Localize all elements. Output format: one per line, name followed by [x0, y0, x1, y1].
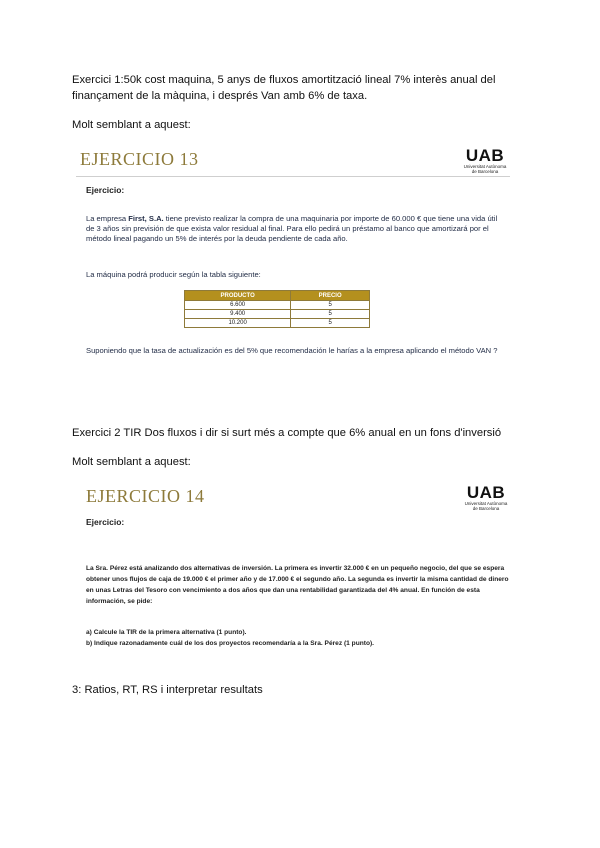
exercise-3-text: 3: Ratios, RT, RS i interpretar resultats — [72, 684, 263, 696]
table-row: 9.400 5 — [185, 310, 370, 319]
exercise-13-image — [72, 145, 512, 381]
table-row: 10.200 5 — [185, 319, 370, 328]
exercise-1-similar-label: Molt semblant a aquest: — [72, 119, 191, 131]
production-table — [184, 290, 370, 328]
exercise-14-title: EJERCICIO 14 — [86, 486, 205, 506]
table-intro: La máquina podrá producir según la tabla siguiente: — [86, 270, 261, 279]
title-divider — [76, 176, 510, 177]
exercise-13-title: EJERCICIO 13 — [80, 149, 199, 169]
exercise-2-similar-label: Molt semblant a aquest: — [72, 456, 191, 468]
table-header: PRECIO — [291, 291, 370, 301]
exercise-14-item-a: a) Calcule la TIR de la primera alternativa (1 punto). — [86, 629, 247, 636]
uab-logo: UAB Universitat Autònoma de Barcelona — [464, 483, 508, 511]
exercise-13-paragraph: La empresa First, S.A. tiene previsto realizar la compra de una maquinaria por importe de 60.000 € que tiene una vida útil de 3 años sin previsión de que exista valor residual al final. Para ello pedirá un préstamo al banco que amortizará por el método lineal pagando un 5% de interés por la deuda pendiente de cada año. — [86, 214, 498, 243]
exercise-2-text: Exercici 2 TIR Dos fluxos i dir si surt més a compte que 6% anual en un fons d'inversió — [72, 427, 502, 439]
table-row: 6.600 5 — [185, 301, 370, 310]
table-header: PRODUCTO — [185, 291, 291, 301]
exercise-14-image — [72, 480, 518, 658]
company-name: First, S.A. — [128, 214, 164, 223]
exercise-label: Ejercicio: — [86, 185, 125, 195]
uab-logo: UAB Universitat Autònoma de Barcelona — [463, 146, 507, 174]
exercise-1-text: Exercici 1:50k cost maquina, 5 anys de fluxos amortització lineal 7% interès anual del finançament de la màquina, i després Van amb 6% de taxa. — [72, 74, 496, 102]
exercise-14-item-b: b) Indique razonadamente cuál de los dos proyectos recomendaría a la Sra. Pérez (1 punto). — [86, 640, 375, 647]
exercise-13-question: Suponiendo que la tasa de actualización es del 5% que recomendación le harías a la empresa aplicando el método VAN ? — [86, 346, 498, 355]
exercise-14-paragraph: La Sra. Pérez está analizando dos alternativas de inversión. La primera es invertir 32.000 € en un pequeño negocio, del que se espera obtener unos flujos de caja de 19.000 € el primer año y de 17.000 € el segundo año. La segunda es invertir la misma cantidad de dinero en unas Letras del Tesoro con vencimiento a dos años que dan una rentabilidad garantizada del 4% anual. En función de esta información, se pide: — [86, 565, 509, 605]
exercise-label: Ejercicio: — [86, 517, 125, 527]
